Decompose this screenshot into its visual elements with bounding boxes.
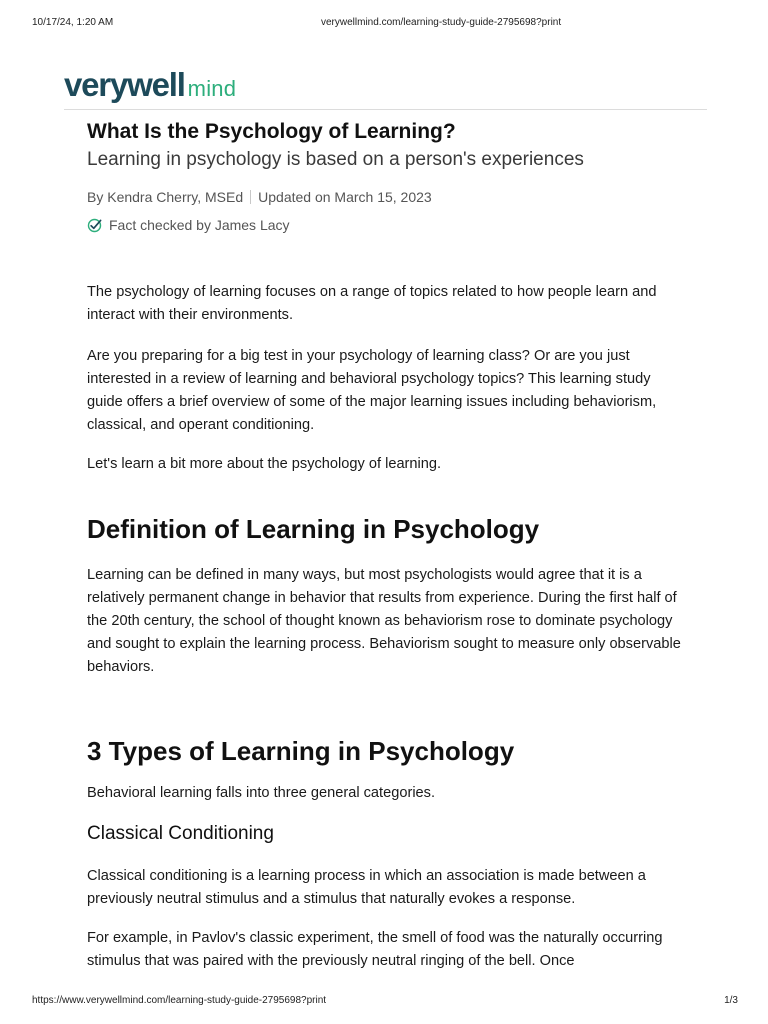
intro-paragraph-1: The psychology of learning focuses on a range of topics related to how people learn and interact with their environments. [87,284,657,323]
updated-date: Updated on March 15, 2023 [258,189,432,205]
intro-paragraph-2: Are you preparing for a big test in your psychology of learning class? Or are you just interested in a review of learning and behavioral psychology topics? This learning study guide offers a brief overview of some of the major learning issues including behaviorism, classical, and operant conditioning. [87,348,657,433]
article-body [87,118,687,973]
byline [87,188,687,206]
types-intro-paragraph: Behavioral learning falls into three general categories. [87,785,436,801]
article-title: What Is the Psychology of Learning? [87,120,456,143]
article-subtitle: Learning in psychology is based on a person's experiences [87,149,584,170]
check-badge-icon [87,218,102,233]
fact-check [87,216,687,234]
logo-wordmark: verywell [64,66,185,103]
classical-paragraph-2: For example, in Pavlov's classic experiment, the smell of food was the naturally occurring stimulus that was paired with the previously neutral ringing of the bell. Once [87,930,663,969]
print-datetime: 10/17/24, 1:20 AM [32,17,114,28]
print-url: verywellmind.com/learning-study-guide-2795698?print [321,17,562,28]
header-divider [64,109,707,110]
logo-subbrand: mind [187,76,237,101]
section-heading-definition: Definition of Learning in Psychology [87,514,540,544]
subheading-classical-conditioning: Classical Conditioning [87,823,274,844]
footer-url: https://www.verywellmind.com/learning-study-guide-2795698?print [32,995,327,1006]
intro-paragraph-3: Let's learn a bit more about the psychology of learning. [87,456,442,472]
site-logo[interactable] [64,66,236,106]
page-number: 1/3 [724,995,738,1006]
classical-paragraph-1: Classical conditioning is a learning process in which an association is made between a previously neutral stimulus and a stimulus that naturally evokes a response. [87,868,646,907]
section-heading-types: 3 Types of Learning in Psychology [87,736,515,766]
fact-checker-link[interactable]: Fact checked by James Lacy [109,217,290,233]
byline-separator [250,190,251,204]
definition-paragraph: Learning can be defined in many ways, but most psychologists would agree that it is a relatively permanent change in behavior that results from experience. During the first half of the 20th century, the school of thought known as behaviorism rose to dominate psychology and sought to explain the learning process. Behaviorism sought to measure only observable behaviors. [87,567,681,675]
author-link[interactable]: By Kendra Cherry, MSEd [87,189,244,205]
